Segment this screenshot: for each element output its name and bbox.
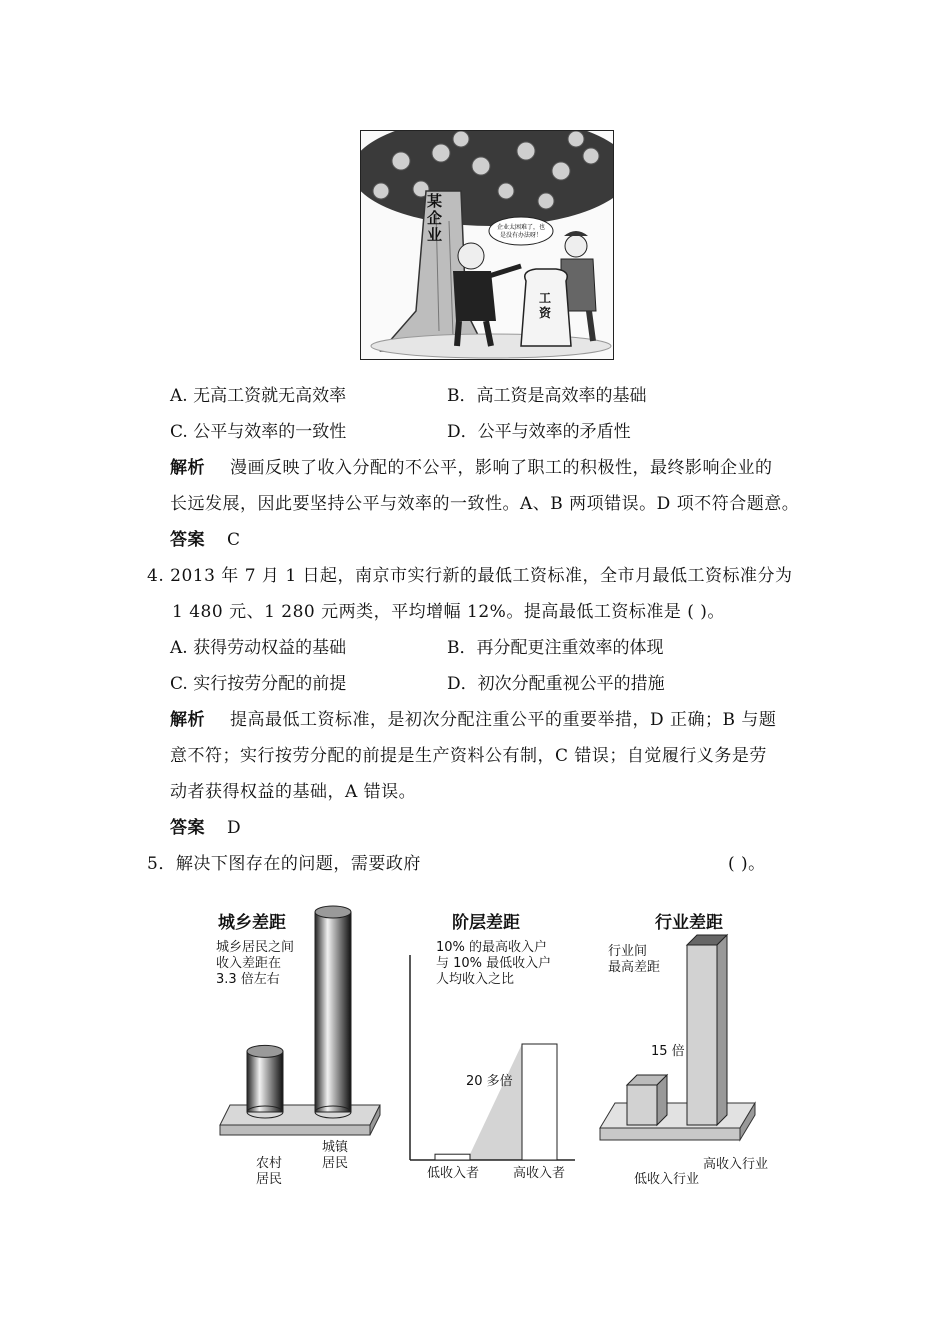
chart-industry-title: 行业差距 — [655, 913, 723, 933]
chart-urban-rural-note-2: 收入差距在 — [216, 956, 282, 971]
svg-text:企业太困难了，也: 企业太困难了，也 — [496, 224, 546, 231]
chart-class-ratio-wedge — [470, 1044, 522, 1160]
q3-analysis-line-2: 长远发展，因此要坚持公平与效率的一致性。A、B 两项错误。D 项不符合题意。 — [170, 494, 800, 514]
q4-analysis-label: 解析 — [170, 710, 205, 730]
q4-analysis-line-2: 意不符；实行按劳分配的前提是生产资料公有制，C 错误；自觉履行义务是劳 — [170, 746, 767, 766]
q3-analysis-line-1: 漫画反映了收入分配的不公平，影响了职工的积极性，最终影响企业的 — [230, 458, 773, 478]
cartoon-bag-label: 工资 — [539, 291, 552, 320]
q3-answer-label: 答案 — [170, 530, 205, 550]
q4-analysis-line-3: 动者获得权益的基础，A 错误。 — [170, 782, 417, 802]
chart-class-note-1: 10% 的最高收入户 — [436, 940, 548, 955]
chart-urban-rural-bar-1 — [247, 1051, 283, 1112]
q4-option-b: B．再分配更注重效率的体现 — [447, 638, 664, 658]
chart-industry-cat-1: 低收入行业 — [634, 1172, 700, 1187]
q4-option-c: C. 实行按劳分配的前提 — [170, 674, 347, 694]
cartoon-illustration — [360, 130, 614, 360]
chart-class-annotation: 20 多倍 — [466, 1074, 513, 1089]
q3-option-b: B．高工资是高效率的基础 — [447, 386, 647, 406]
chart-urban-rural-bar-2 — [315, 912, 351, 1112]
chart-urban-rural-cat-2b: 居民 — [322, 1156, 349, 1171]
chart-industry-annotation: 15 倍 — [651, 1044, 685, 1059]
q4-stem-line-1: 4. 2013 年 7 月 1 日起，南京市实行新的最低工资标准，全市月最低工资标准分为 — [147, 566, 793, 586]
chart-industry-note-1: 行业间 — [608, 944, 648, 959]
chart-urban-rural-note-3: 3.3 倍左右 — [216, 972, 280, 987]
chart-urban-rural — [215, 900, 385, 1160]
q3-option-a: A. 无高工资就无高效率 — [170, 386, 347, 406]
chart-industry — [595, 920, 770, 1150]
q3-analysis-label: 解析 — [170, 458, 205, 478]
q4-analysis-line-1: 提高最低工资标准，是初次分配注重公平的重要举措，D 正确；B 与题 — [230, 710, 777, 730]
chart-urban-rural-cat-2a: 城镇 — [322, 1140, 349, 1155]
chart-urban-rural-note-1: 城乡居民之间 — [216, 940, 295, 955]
svg-text:是没有办法呀！: 是没有办法呀！ — [499, 232, 543, 239]
chart-class-bar-high — [522, 1044, 557, 1160]
chart-industry-bar-high-side — [717, 935, 727, 1125]
q5-blank: ( )。 — [728, 854, 766, 874]
chart-industry-base-front — [600, 1128, 740, 1140]
chart-urban-rural-bar-1-top — [247, 1045, 283, 1057]
q4-stem-line-2: 1 480 元、1 280 元两类，平均增幅 12%。提高最低工资标准是 ( )。 — [172, 602, 725, 622]
chart-industry-bar-low — [627, 1085, 657, 1125]
cartoon-trunk-label: 某企业 — [427, 192, 443, 244]
q4-answer-label: 答案 — [170, 818, 205, 838]
q4-option-d: D．初次分配重视公平的措施 — [447, 674, 665, 694]
chart-industry-note-2: 最高差距 — [608, 960, 661, 975]
cartoon-drawing — [361, 131, 613, 359]
chart-class-bar-low — [435, 1154, 470, 1160]
chart-industry-base-top — [600, 1103, 755, 1128]
chart-urban-rural-base-front — [220, 1125, 370, 1135]
chart-industry-bar-high — [687, 945, 717, 1125]
chart-class-title: 阶层差距 — [452, 913, 520, 933]
chart-class-cat-2: 高收入者 — [513, 1166, 566, 1181]
chart-class-cat-1: 低收入者 — [427, 1166, 480, 1181]
chart-class — [400, 940, 580, 1162]
chart-urban-rural-title: 城乡差距 — [218, 913, 286, 933]
chart-urban-rural-cat-1a: 农村 — [256, 1156, 283, 1171]
chart-urban-rural-cat-1b: 居民 — [256, 1172, 283, 1187]
chart-urban-rural-base-top — [220, 1105, 380, 1125]
q4-option-a: A. 获得劳动权益的基础 — [170, 638, 347, 658]
q3-option-d: D．公平与效率的矛盾性 — [447, 422, 631, 442]
q5-stem: 5．解决下图存在的问题，需要政府 — [147, 854, 421, 874]
chart-industry-cat-2: 高收入行业 — [703, 1157, 769, 1172]
chart-class-note-2: 与 10% 最低收入户 — [436, 956, 552, 971]
chart-urban-rural-bar-2-top — [315, 906, 351, 918]
q3-answer: C — [227, 530, 241, 550]
chart-class-note-3: 人均收入之比 — [436, 972, 515, 987]
q4-answer: D — [227, 818, 242, 838]
q3-option-c: C. 公平与效率的一致性 — [170, 422, 347, 442]
